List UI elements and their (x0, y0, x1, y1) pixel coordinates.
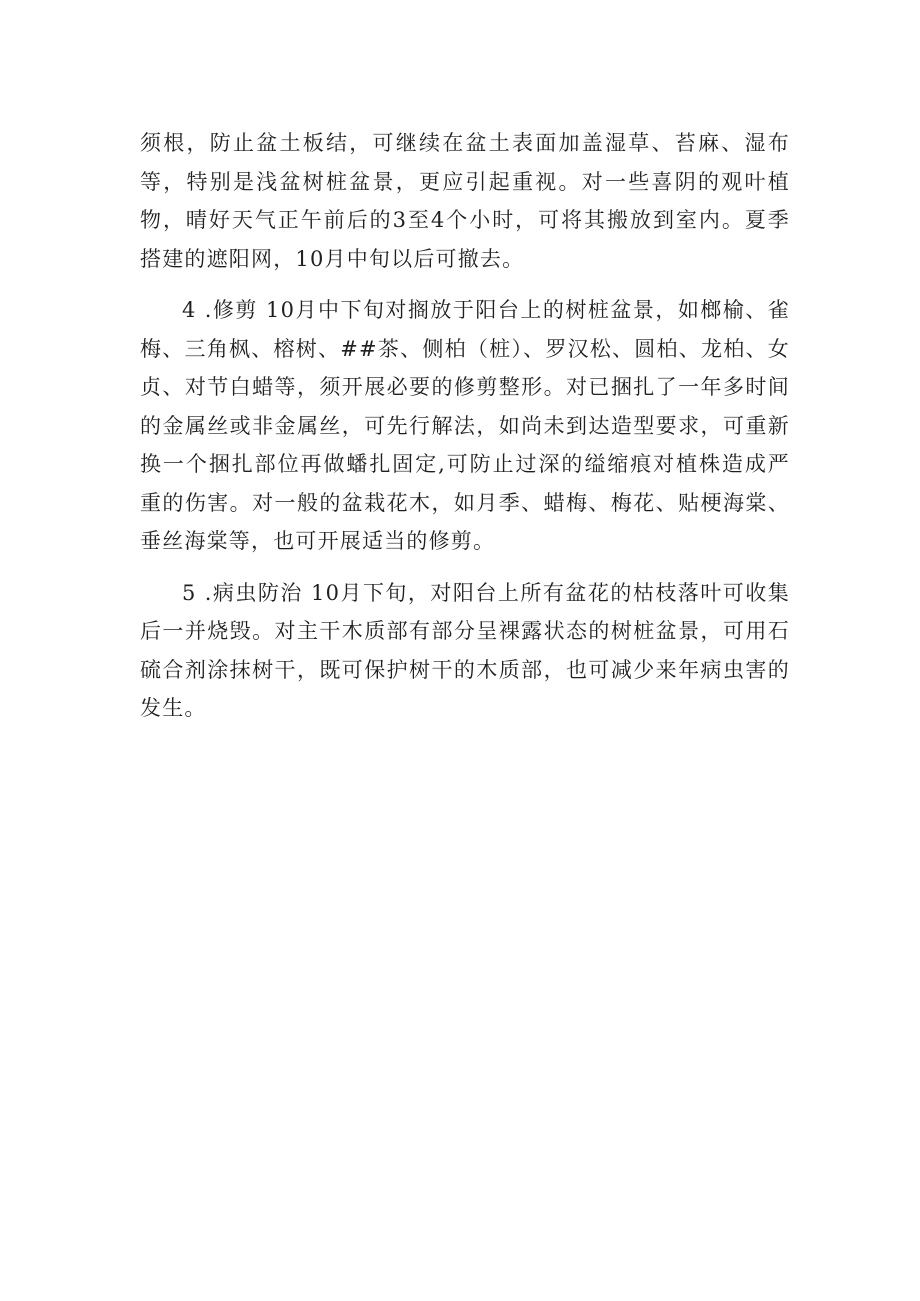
paragraph-continued: 须根，防止盆土板结，可继续在盆土表面加盖湿草、苔麻、湿布等，特别是浅盆树桩盆景，更应引起重视。对一些喜阴的观叶植物，晴好天气正午前后的3至4个小时，可将其搬放到室内。夏季搭建的遮阳网，10月中旬以后可撤去。 (140, 131, 790, 271)
paragraph-pest-control: 5 .病虫防治 10月下旬，对阳台上所有盆花的枯枝落叶可收集后一并烧毁。对主干木质部有部分呈裸露状态的树桩盆景，可用石硫合剂涂抹树干，既可保护树干的木质部，也可减少来年病虫害的发生。 (140, 580, 790, 720)
document-body (140, 124, 790, 741)
paragraph-pruning: 4 .修剪 10月中下旬对搁放于阳台上的树桩盆景，如榔榆、雀梅、三角枫、榕树、##茶、侧柏（桩）、罗汉松、圆柏、龙柏、女贞、对节白蜡等，须开展必要的修剪整形。对已捆扎了一年多时间的金属丝或非金属丝，可先行解法，如尚未到达造型要求，可重新换一个捆扎部位再做蟠扎固定,可防止过深的缢缩痕对植株造成严重的伤害。对一般的盆栽花木，如月季、蜡梅、梅花、贴梗海棠、垂丝海棠等，也可开展适当的修剪。 (140, 298, 790, 553)
